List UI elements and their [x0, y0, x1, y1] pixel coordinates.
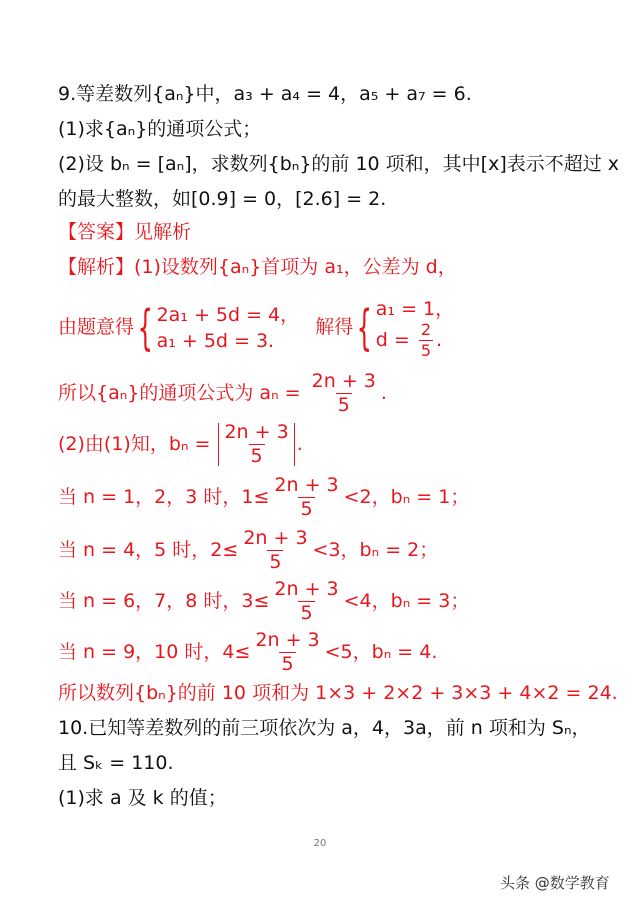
system1-eq2: a₁ + 5d = 3.: [156, 329, 275, 352]
fraction: $\frac{2n + 3}{5}$: [311, 370, 376, 416]
equation-system-1: [157, 302, 300, 354]
case-line-1: 当 n = 1，2，3 时，1≤ $\frac{2n + 3}{5}$ <2，bₙ = 1；: [58, 474, 470, 520]
analysis-line1: 【解析】(1)设数列{aₙ}首项为 a₁，公差为 d，: [58, 256, 457, 278]
analysis-sum-line: 所以数列{bₙ}的前 10 项和为 1×3 + 2×2 + 3×3 + 4×2 = 24.: [58, 682, 618, 704]
analysis-solve-label: 解得: [315, 316, 354, 338]
q9-stem-line4: 的最大整数，如[0.9] = 0，[2.6] = 2.: [58, 188, 387, 210]
analysis-system-prefix: 由题意得: [58, 316, 135, 338]
analysis-system-line: [58, 296, 454, 359]
analysis-general-term: 所以{aₙ}的通项公式为 aₙ = $\frac{2n + 3}{5}$ .: [58, 370, 387, 416]
q9-stem-line2: (1)求{aₙ}的通项公式；: [58, 118, 262, 140]
q10-stem-line2: 且 Sₖ = 110.: [58, 752, 174, 774]
q9-stem-line1: 9.等差数列{aₙ}中，a₃ + a₄ = 4，a₅ + a₇ = 6.: [58, 83, 472, 105]
case-line-2: 当 n = 4，5 时，2≤ $\frac{2n + 3}{5}$ <3，bₙ = 2；: [58, 527, 439, 573]
q10-stem-line3: (1)求 a 及 k 的值；: [58, 787, 227, 809]
q9-stem-line3: (2)设 bₙ = [aₙ]，求数列{bₙ}的前 10 项和，其中[x]表示不超过 x: [58, 153, 620, 175]
system2-eq1: a₁ = 1，: [375, 298, 455, 320]
system1-eq1: 2a₁ + 5d = 4，: [156, 303, 300, 326]
equation-system-2: [376, 296, 454, 359]
case-line-4: 当 n = 9，10 时，4≤ $\frac{2n + 3}{5}$ <5，bₙ = 4.: [58, 629, 438, 675]
page-number: 20: [313, 838, 327, 849]
analysis-part2-intro: (2)由(1)知，bₙ = $\frac{2n + 3}{5}$ .: [58, 421, 303, 467]
answer-label: 【答案】见解析: [58, 221, 192, 243]
left-brace-1: {: [137, 299, 153, 356]
case-line-3: 当 n = 6，7，8 时，3≤ $\frac{2n + 3}{5}$ <4，bₙ = 3；: [58, 578, 470, 624]
left-brace-2: {: [356, 299, 373, 356]
floor-bracket: $\frac{2n + 3}{5}$: [218, 423, 294, 466]
watermark: 头条 @数学教育: [500, 874, 610, 892]
q10-stem-line1: 10.已知等差数列的前三项依次为 a，4，3a，前 n 项和为 Sₙ，: [58, 717, 591, 739]
system2-eq2: d = $\frac{2}{5}$ .: [375, 320, 443, 360]
